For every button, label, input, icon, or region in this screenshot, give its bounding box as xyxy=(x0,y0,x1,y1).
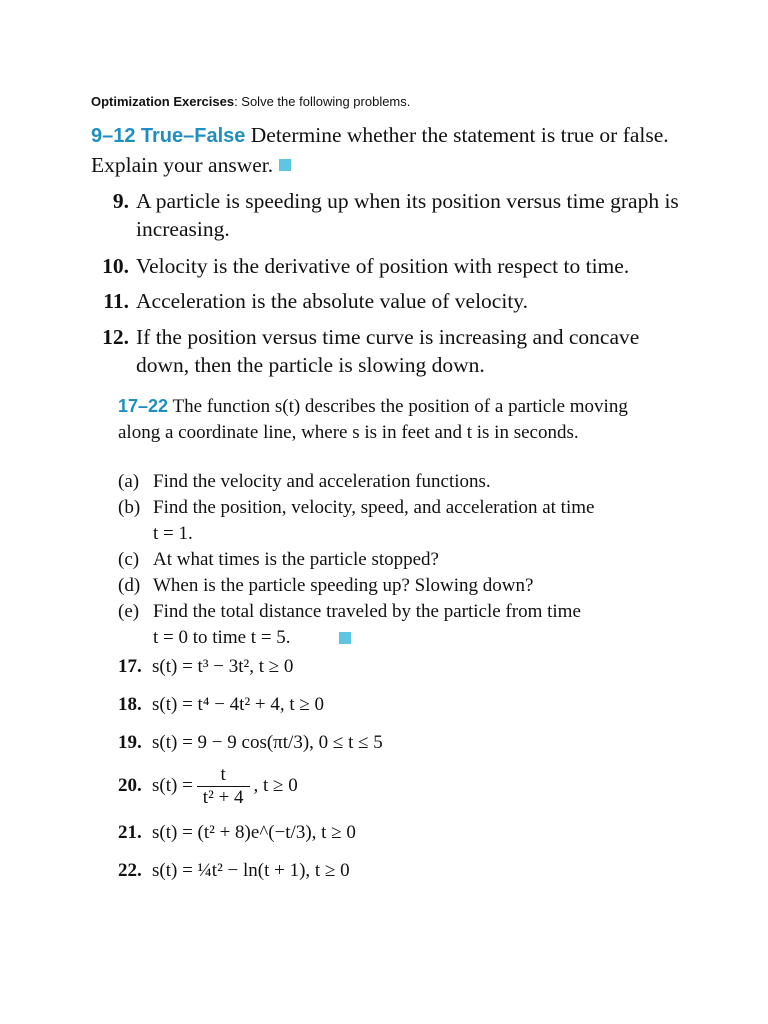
list-item xyxy=(118,469,658,495)
part-text: Find the position, velocity, speed, and acceleration at time xyxy=(153,497,595,518)
problem-text: Velocity is the derivative of position with respect to time. xyxy=(136,254,630,278)
equation-number: 20. xyxy=(118,774,142,796)
section2-intro xyxy=(118,393,648,446)
equation-19 xyxy=(118,732,383,754)
section1-heading xyxy=(91,121,691,180)
problem-text: Acceleration is the absolute value of velocity. xyxy=(136,289,529,313)
page-header xyxy=(91,94,410,109)
equation-20 xyxy=(118,764,298,809)
part-text: At what times is the particle stopped? xyxy=(153,549,439,570)
equation-expr: s(t) = (t² + 8)e^(−t/3), t ≥ 0 xyxy=(152,822,356,843)
equation-expr: s(t) = 9 − 9 cos(πt/3), 0 ≤ t ≤ 5 xyxy=(152,732,383,753)
list-item xyxy=(118,625,658,651)
equation-number: 17. xyxy=(118,656,142,677)
section1-title: True–False xyxy=(140,125,246,147)
equation-rhs: , t ≥ 0 xyxy=(253,774,298,796)
problem-text: A particle is speeding up when its position versus time graph is increasing. xyxy=(136,189,679,241)
section1-instruction: Determine whether the statement is true or false. Explain your answer. xyxy=(91,123,669,177)
problem-number: 10. xyxy=(102,254,129,278)
part-text: When is the particle speeding up? Slowing down? xyxy=(153,575,534,596)
equation-lhs: s(t) = xyxy=(152,774,193,796)
equation-22 xyxy=(118,860,350,882)
fraction-denominator: t² + 4 xyxy=(197,786,250,809)
fraction xyxy=(197,764,250,809)
end-square-icon xyxy=(279,159,291,171)
equation-expr: s(t) = ¼t² − ln(t + 1), t ≥ 0 xyxy=(152,860,350,881)
equation-number: 18. xyxy=(118,694,142,715)
list-item xyxy=(118,599,658,625)
equation-expr: s(t) = t⁴ − 4t² + 4, t ≥ 0 xyxy=(152,694,325,715)
equation-17 xyxy=(118,656,293,678)
part-label: (b) xyxy=(118,497,141,518)
equation-number: 22. xyxy=(118,860,142,881)
list-item xyxy=(118,521,658,547)
part-label: (e) xyxy=(118,601,140,622)
equation-21 xyxy=(118,822,356,844)
part-text: Find the velocity and acceleration functions. xyxy=(153,471,491,492)
problem-number: 9. xyxy=(112,189,129,213)
end-square-icon xyxy=(339,632,351,644)
section2-number: 17–22 xyxy=(118,396,169,416)
part-list xyxy=(118,469,658,651)
fraction-numerator: t xyxy=(220,764,226,785)
part-label: (c) xyxy=(118,549,140,570)
list-item xyxy=(118,547,658,573)
part-text: t = 1. xyxy=(153,523,193,544)
equation-number: 21. xyxy=(118,822,142,843)
header-bold: Optimization Exercises xyxy=(91,94,235,109)
part-text: Find the total distance traveled by the particle from time xyxy=(153,601,581,622)
part-label: (d) xyxy=(118,575,141,596)
header-text: : Solve the following problems. xyxy=(234,94,411,109)
equation-18 xyxy=(118,694,324,716)
problem-item xyxy=(91,187,691,243)
part-label: (a) xyxy=(118,471,140,492)
problem-text: If the position versus time curve is increasing and concave down, then the particle is slowing down. xyxy=(136,325,640,377)
section2-text: The function s(t) describes the position of a particle moving along a coordinate line, where s is in feet and t is in seconds. xyxy=(118,396,628,443)
equation-number: 19. xyxy=(118,732,142,753)
problem-number: 12. xyxy=(102,325,129,349)
section1-number: 9–12 xyxy=(91,125,136,147)
list-item xyxy=(118,495,658,521)
list-item xyxy=(118,573,658,599)
equation-expr: s(t) = t³ − 3t², t ≥ 0 xyxy=(152,656,294,677)
problem-number: 11. xyxy=(103,289,129,313)
part-text: t = 0 to time t = 5. xyxy=(153,627,291,648)
